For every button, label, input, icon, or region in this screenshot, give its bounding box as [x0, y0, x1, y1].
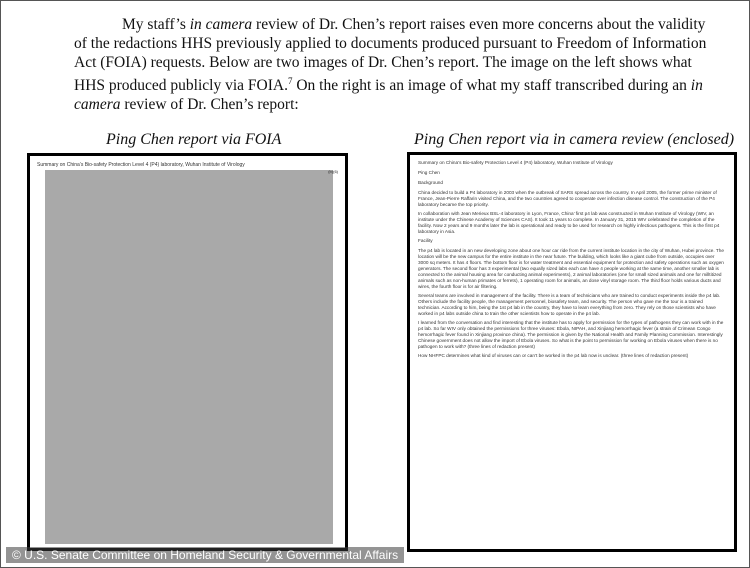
facility-heading: Facility — [418, 238, 433, 244]
footnote-marker: 7 — [287, 76, 293, 86]
report-paragraph: The p4 lab is located in an new developing zone about one hour car ride from the current institute location in the city of Wuhan, Hubei province. The location will be the new campus for the entire institute in the near future. The building, which looks like a giant cube from outside, occupies over 3000 sq meters. It has 4 floors. The bottom floor is for water treatment and essential equipment for protection and safety operations such as oxygen generators. The second floor has 3 experimental (two equally sized labs each can have 4 people working at the same time, another smaller lab is connected to the animal housing area for conducting animal experiments), 2 animal laboratories (one for small sized animals and one for milltitized animals such as non-human primates or ferrets), 1 operating room for animals, an dose vinyl storage room. The third floor holds various ducts and wires, the fourth floor is for air filtering. — [418, 248, 724, 289]
background-heading: Background — [418, 179, 444, 185]
foia-page-header: Summary on China’s Bio-safety Protection Level 4 (P4) laboratory, Wuhan Institute of Virology — [37, 162, 245, 168]
foia-page-image — [27, 153, 348, 551]
in-camera-page-image — [407, 152, 737, 552]
report-title: Summary on China’s Bio-safety Protection Level 4 (P4) laboratory, Wuhan Institute of Virology — [418, 160, 613, 165]
right-caption: Ping Chen report via in camera review (enclosed) — [414, 131, 735, 148]
copyright-watermark: © U.S. Senate Committee on Homeland Security & Governmental Affairs — [6, 547, 404, 563]
report-paragraph: China decided to build a P4 laboratory in 2003 when the outbreak of SARS spread across the country. In April 2005, the former prime minister of France, Jean-Pierre Raffarin visited China, and the two countries agreed to cooperate over infection disease control. The construction of the P4 laboratory became the top priority. — [418, 189, 717, 207]
redaction-block — [45, 170, 333, 544]
report-paragraph: How NHFPC determines what kind of viruses can or can’t be worked in the p4 lab now is unclear. (three lines of redaction present) — [418, 353, 689, 359]
report-author: Ping Chen — [418, 169, 440, 175]
intro-paragraph: My staff’s in camera review of Dr. Chen’s report raises even more concerns about the validity of the redactions HHS previously applied to documents produced pursuant to Freedom of Information Act (FOIA) requests. Below are two images of Dr. Chen’s report. The image on the left shows what HHS produced publicly via FOIA.$^7$ On the right is an image of what my staff transcribed during an in camera review of Dr. Chen’s report: — [74, 16, 707, 114]
left-caption: Ping Chen report via FOIA — [106, 131, 282, 148]
report-paragraph: I learned from the conversation and find interesting that the institute has to apply for permission for the types of pathogens they can work with in the p4 lab. So far WIV only obtained the permissions for three viruses: Ebola, NIPAH, and Xinjiang hemorrhagic fever (a strain of Crimean Congo hemorrhagic fever found in Xinjiang province china). The permission is given by the National Health and Family Planning Commission. Interestingly Chinese government does not allow the import of Ebola viruses. So what is the point to permission for working on Ebola viruses when there is no pathogen to work with? (three lines of redaction present) — [418, 320, 724, 349]
redaction-code: (b)(6) — [328, 169, 338, 174]
report-paragraph: Several teams are involved in management of the facility. There is a team of technicians who are trained to conduct experiments inside the p4 lab. Others include the facility people, the management personnel, biosafety team, and security. The person who gave me the tour is a trained technician. According to him, being the 1st p4 lab in the country, they have to learn everything from zero. They rely on those scientists who have worked in p4 labs outside china to train the other scientists how to operate in the p4 lab. — [418, 293, 721, 316]
report-paragraph: In collaboration with Jean Merieux BSL-4 laboratory in Lyon, France, China’ first p4 lab was constructed in Wuhan Institute of Virology (WIV, an institute under the Chinese Academy of Sciences CAS). It took 11 years to complete. In January 31, 2015 WIV celebrated the completion of the facility. Now 2 years and 9 months later the lab is operational and ready to be used for research on highly infectious pathogens. This is the first p4 laboratory in Asia. — [418, 211, 720, 234]
